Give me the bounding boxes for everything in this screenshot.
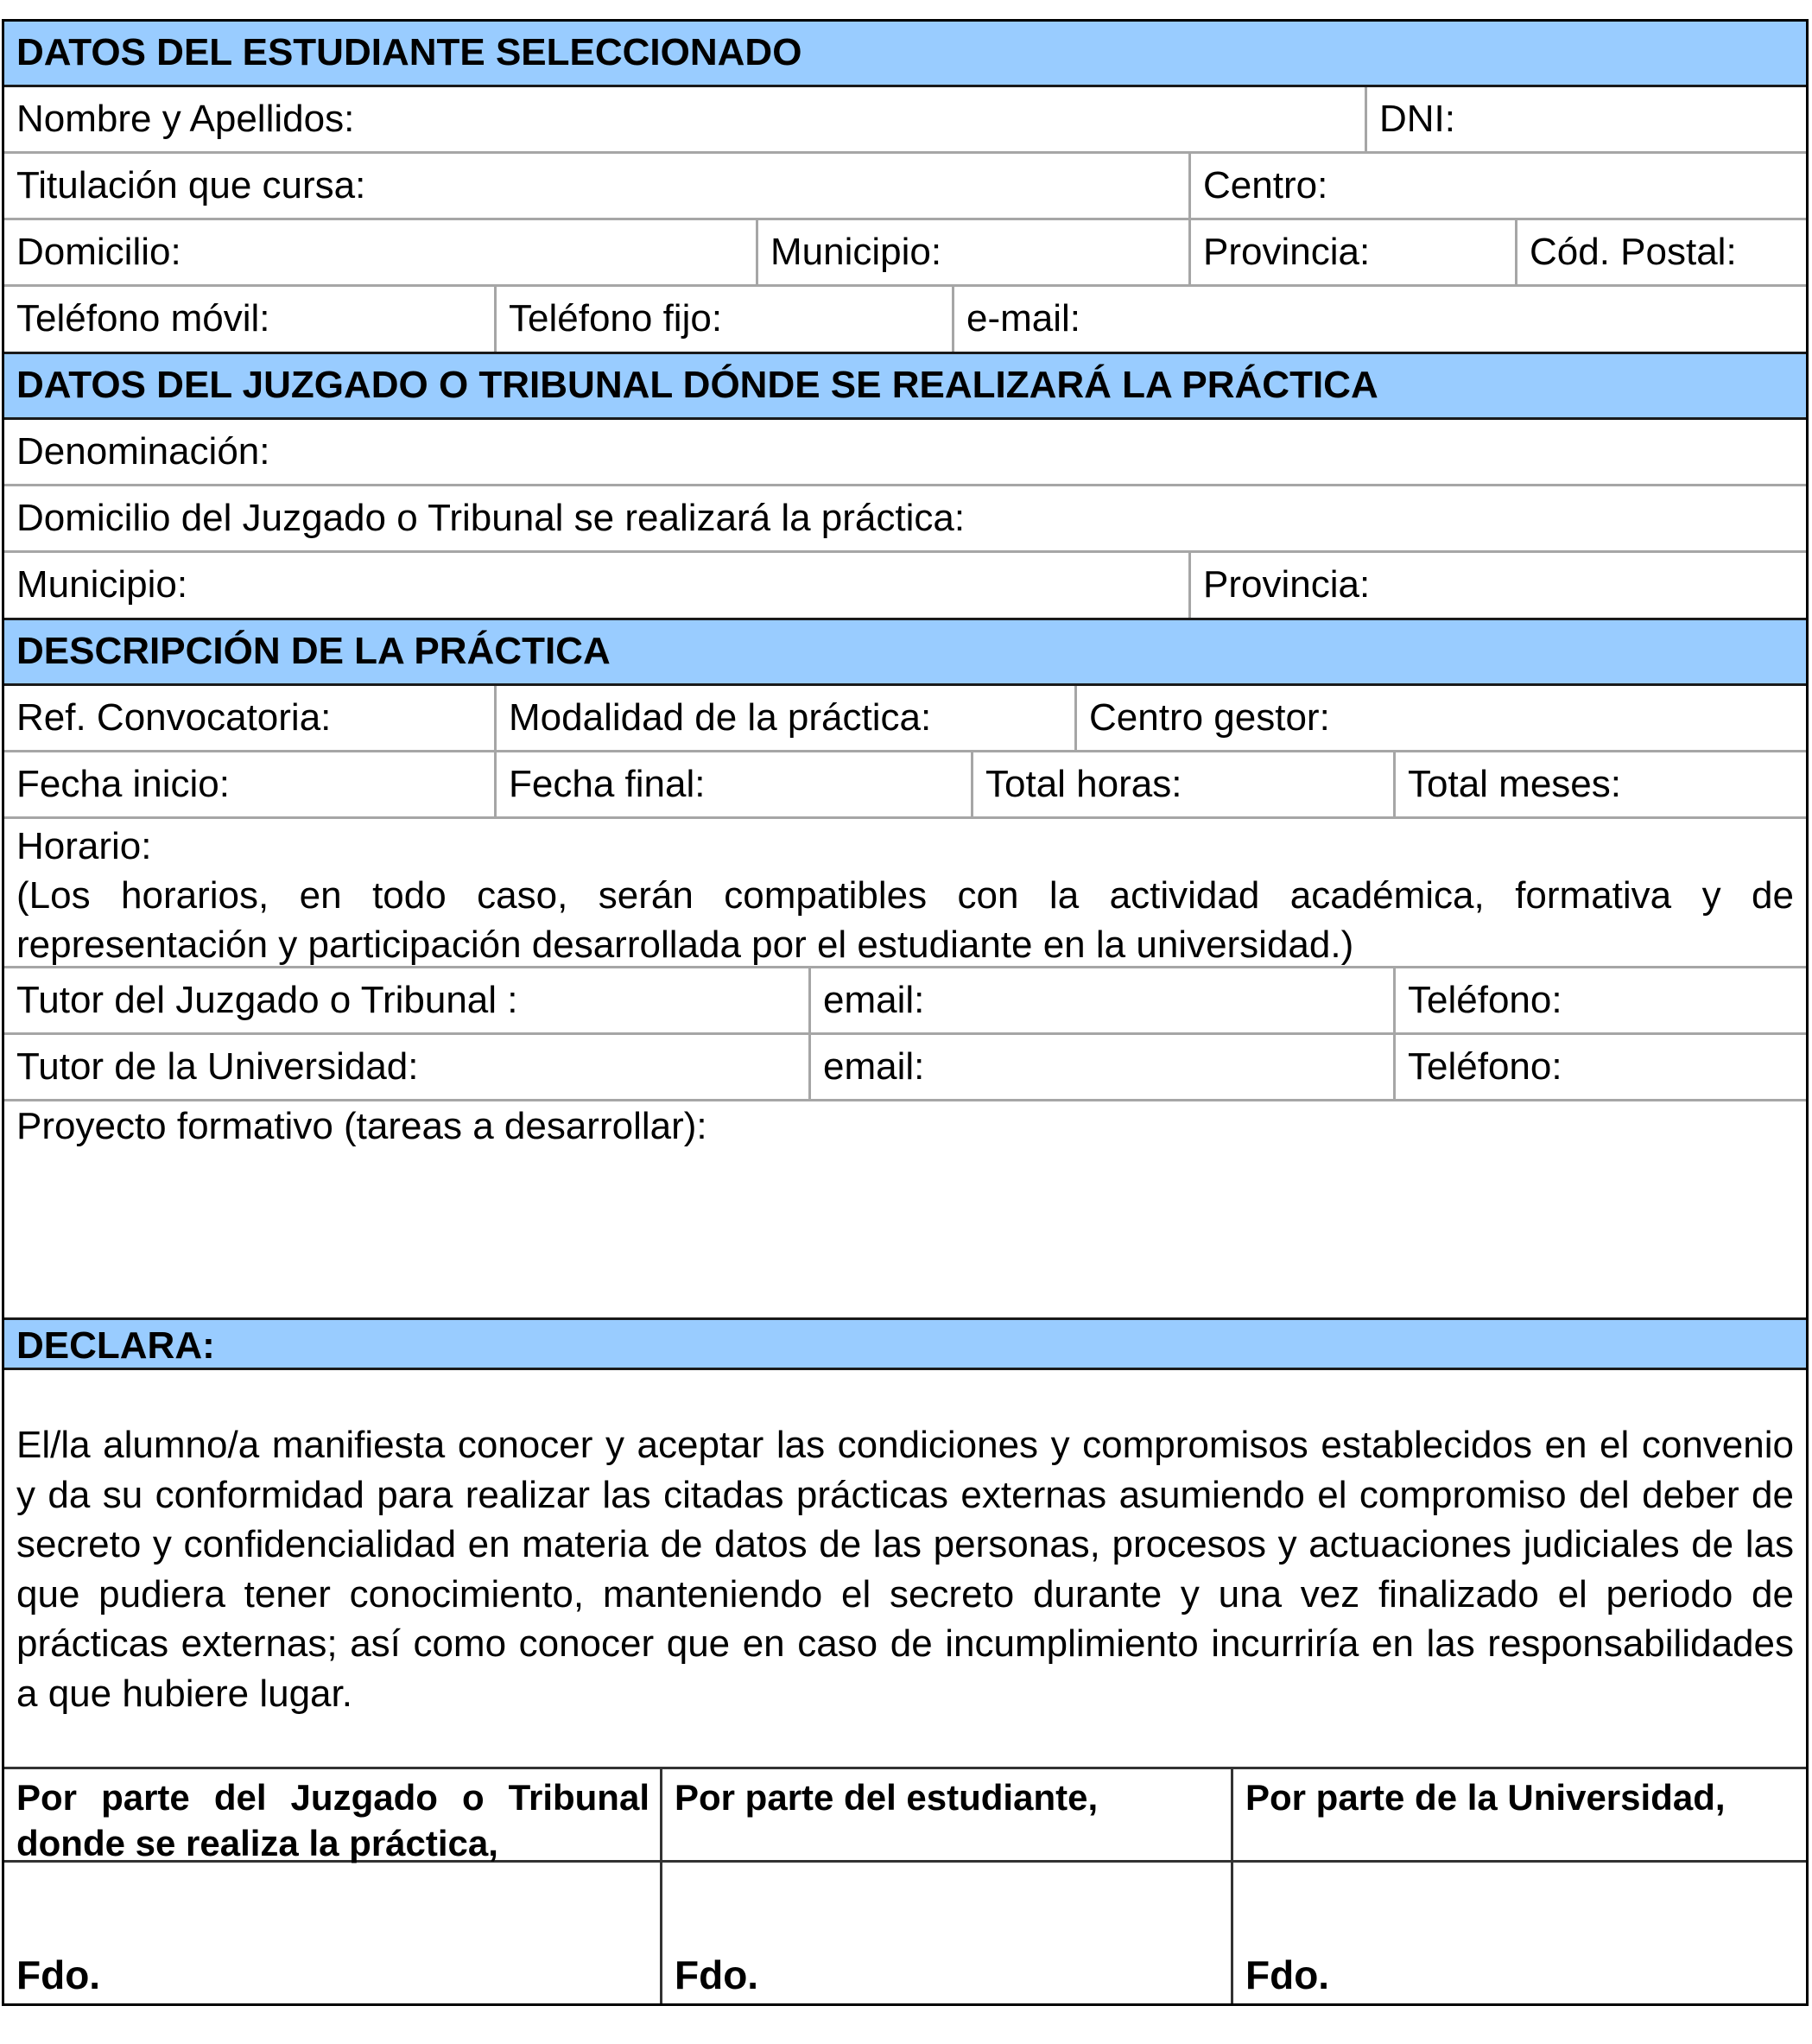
field-provincia[interactable] <box>1188 220 1515 284</box>
row-horario[interactable] <box>4 819 1806 968</box>
label-tutor-universidad: Tutor de la Universidad: <box>16 1045 419 1088</box>
label-provincia: Provincia: <box>1203 231 1371 273</box>
field-fecha-inicio[interactable] <box>4 752 494 816</box>
label-tutor-juzgado: Tutor del Juzgado o Tribunal : <box>16 979 518 1021</box>
field-total-meses[interactable] <box>1393 752 1806 816</box>
section-header-declaration: DECLARA: <box>4 1317 1806 1370</box>
label-cod-postal: Cód. Postal: <box>1530 231 1737 273</box>
field-titulacion[interactable] <box>4 154 1188 218</box>
signature-headers <box>4 1769 1806 1863</box>
label-nombre: Nombre y Apellidos: <box>16 98 355 140</box>
label-telefono-movil: Teléfono móvil: <box>16 297 270 340</box>
field-total-horas[interactable] <box>971 752 1393 816</box>
field-telefono-fijo[interactable] <box>494 287 952 353</box>
row-convocatoria <box>4 686 1806 752</box>
field-tutor-universidad-telefono[interactable] <box>1393 1035 1806 1099</box>
field-tutor-juzgado-email[interactable] <box>808 968 1393 1032</box>
signature-label-court: Fdo. <box>16 1952 101 1997</box>
field-ref-convocatoria[interactable] <box>4 686 494 750</box>
label-email: e-mail: <box>966 297 1081 340</box>
label-tutor-universidad-telefono: Teléfono: <box>1408 1045 1562 1088</box>
field-nombre[interactable] <box>4 87 1365 151</box>
field-telefono-movil[interactable] <box>4 287 494 353</box>
row-tutor-universidad <box>4 1035 1806 1101</box>
label-centro-gestor: Centro gestor: <box>1089 696 1330 739</box>
signature-header-student: Por parte del estudiante, <box>660 1769 1231 1860</box>
field-proyecto-formativo[interactable] <box>4 1101 1806 1317</box>
signature-box-court[interactable] <box>4 1863 660 2003</box>
field-provincia-juzgado[interactable] <box>1188 553 1806 619</box>
field-email[interactable] <box>952 287 1806 353</box>
label-tutor-universidad-email: email: <box>823 1045 925 1088</box>
declaration-body <box>4 1370 1806 1769</box>
label-ref-convocatoria: Ref. Convocatoria: <box>16 696 332 739</box>
label-domicilio-juzgado: Domicilio del Juzgado o Tribunal se realizará la práctica: <box>16 497 966 539</box>
signature-box-university[interactable] <box>1231 1863 1806 2003</box>
signature-label-student: Fdo. <box>675 1952 759 1997</box>
practice-agreement-form <box>2 19 1809 2006</box>
field-tutor-juzgado[interactable] <box>4 968 808 1032</box>
label-fecha-final: Fecha final: <box>509 763 706 805</box>
section-header-court: DATOS DEL JUZGADO O TRIBUNAL DÓNDE SE REALIZARÁ LA PRÁCTICA <box>4 352 1806 420</box>
field-centro-gestor[interactable] <box>1074 686 1806 750</box>
field-tutor-juzgado-telefono[interactable] <box>1393 968 1806 1032</box>
field-municipio[interactable] <box>756 220 1188 284</box>
label-municipio-juzgado: Municipio: <box>16 563 188 606</box>
signature-header-court: Por parte del Juzgado o Tribunal donde se realiza la práctica, <box>16 1777 649 1863</box>
signature-header-university: Por parte de la Universidad, <box>1231 1769 1806 1860</box>
row-municipio-provincia-juzgado <box>4 553 1806 619</box>
row-domicilio <box>4 220 1806 287</box>
row-titulacion-centro <box>4 154 1806 220</box>
horario-note: (Los horarios, en todo caso, serán compatibles con la actividad académica, formativa y de representación y participación desarrollada por el estudiante en la universidad.) <box>16 874 1794 966</box>
label-proyecto-formativo: Proyecto formativo (tareas a desarrollar): <box>16 1105 707 1147</box>
row-fechas <box>4 752 1806 819</box>
row-tutor-juzgado <box>4 968 1806 1035</box>
signature-boxes <box>4 1863 1806 2003</box>
field-tutor-universidad-email[interactable] <box>808 1035 1393 1099</box>
field-centro[interactable] <box>1188 154 1806 218</box>
label-dni: DNI: <box>1379 98 1455 140</box>
row-telefonos <box>4 287 1806 353</box>
label-total-meses: Total meses: <box>1408 763 1621 805</box>
label-fecha-inicio: Fecha inicio: <box>16 763 231 805</box>
declaration-text: El/la alumno/a manifiesta conocer y aceptar las condiciones y compromisos establecidos en el convenio y da su conformidad para realizar las citadas prácticas externas asumiendo el compromiso del deber de secreto y confidencialidad en materia de datos de las personas, procesos y actuaciones judiciales de las que pudiera tener conocimiento, manteniendo el secreto durante y una vez finalizado el periodo de prácticas externas; así como conocer que en caso de incumplimiento incurriría en las responsabilidades a que hubiere lugar. <box>16 1424 1794 1715</box>
row-nombre-dni <box>4 87 1806 154</box>
label-horario: Horario: <box>16 825 152 867</box>
label-total-horas: Total horas: <box>985 763 1182 805</box>
field-domicilio[interactable] <box>4 220 756 284</box>
row-domicilio-juzgado <box>4 486 1806 553</box>
label-centro: Centro: <box>1203 164 1328 206</box>
field-domicilio-juzgado[interactable] <box>4 486 1806 550</box>
field-fecha-final[interactable] <box>494 752 971 816</box>
label-tutor-juzgado-telefono: Teléfono: <box>1408 979 1562 1021</box>
field-dni[interactable] <box>1365 87 1806 151</box>
label-tutor-juzgado-email: email: <box>823 979 925 1021</box>
label-domicilio: Domicilio: <box>16 231 181 273</box>
signature-box-student[interactable] <box>660 1863 1231 2003</box>
field-tutor-universidad[interactable] <box>4 1035 808 1099</box>
section-header-student: DATOS DEL ESTUDIANTE SELECCIONADO <box>4 22 1806 87</box>
label-provincia-juzgado: Provincia: <box>1203 563 1371 606</box>
field-modalidad[interactable] <box>494 686 1074 750</box>
row-denominacion <box>4 420 1806 486</box>
label-titulacion: Titulación que cursa: <box>16 164 366 206</box>
signature-label-university: Fdo. <box>1245 1952 1330 1997</box>
label-denominacion: Denominación: <box>16 430 270 473</box>
section-header-practice: DESCRIPCIÓN DE LA PRÁCTICA <box>4 618 1806 686</box>
label-telefono-fijo: Teléfono fijo: <box>509 297 723 340</box>
field-denominacion[interactable] <box>4 420 1806 484</box>
label-municipio: Municipio: <box>770 231 942 273</box>
field-municipio-juzgado[interactable] <box>4 553 1188 619</box>
label-modalidad: Modalidad de la práctica: <box>509 696 932 739</box>
field-cod-postal[interactable] <box>1515 220 1806 284</box>
